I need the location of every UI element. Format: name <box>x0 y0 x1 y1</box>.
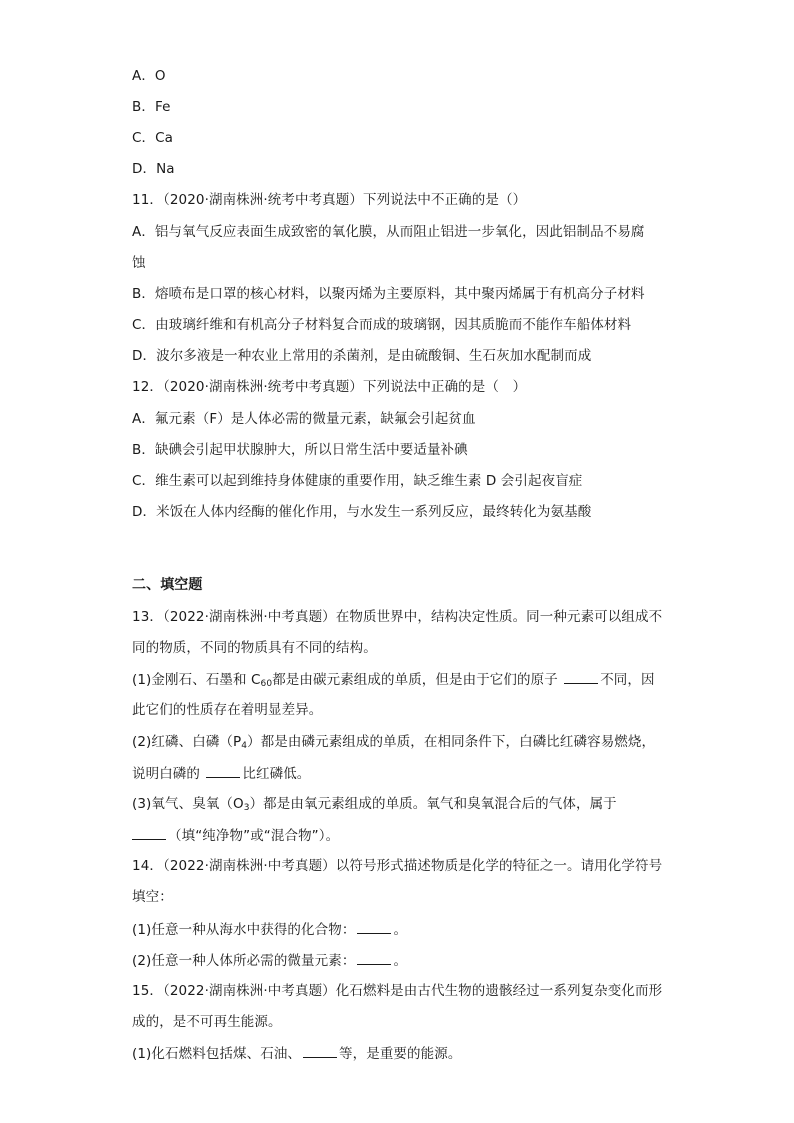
q10-option-b: B．Fe <box>132 99 171 115</box>
q13-part1: (1)金刚石、石墨和 $C_{60}$都是由碳元素组成的单质，但是由于它们的原子 不同，因 <box>132 672 655 689</box>
answer-blank[interactable] <box>132 826 166 840</box>
q11-option-b: B．熔喷布是口罩的核心材料，以聚丙烯为主要原料，其中聚丙烯属于有机高分子材料 <box>132 286 645 302</box>
q12-stem: 12．（2020·湖南株洲·统考中考真题）下列说法中正确的是（ ） <box>132 379 527 395</box>
q14-stem-cont: 填空： <box>132 889 173 905</box>
q13-stem-cont: 同的物质，不同的物质具有不同的结构。 <box>132 640 377 656</box>
q11-option-c: C．由玻璃纤维和有机高分子材料复合而成的玻璃钢，因其质脆而不能作车船体材料 <box>132 317 632 333</box>
q10-option-a: A．O <box>132 68 166 84</box>
answer-blank[interactable] <box>564 670 598 684</box>
q12-option-d: D．米饭在人体内经酶的催化作用，与水发生一系列反应，最终转化为氨基酸 <box>132 504 592 520</box>
answer-blank[interactable] <box>303 1044 337 1058</box>
answer-blank[interactable] <box>206 764 240 778</box>
q14-stem: 14．（2022·湖南株洲·中考真题）以符号形式描述物质是化学的特征之一。请用化学符号 <box>132 858 663 874</box>
q15-stem: 15．（2022·湖南株洲·中考真题）化石燃料是由古代生物的遗骸经过一系列复杂变化而形 <box>132 983 663 999</box>
q15-part1: (1)化石燃料包括煤、石油、 等，是重要的能源。 <box>132 1046 462 1062</box>
q11-stem: 11．（2020·湖南株洲·统考中考真题）下列说法中不正确的是（） <box>132 192 527 208</box>
q15-stem-cont: 成的，是不可再生能源。 <box>132 1014 282 1030</box>
q14-part1: (1)任意一种从海水中获得的化合物： 。 <box>132 922 408 938</box>
q13-stem: 13．（2022·湖南株洲·中考真题）在物质世界中，结构决定性质。同一种元素可以组成不 <box>132 609 663 625</box>
q13-part2-cont: 说明白磷的 比红磷低。 <box>132 766 311 782</box>
q13-part3-cont: （填“纯净物”或“混合物”）。 <box>132 826 339 845</box>
answer-blank[interactable] <box>357 951 391 965</box>
q10-option-d: D．Na <box>132 161 175 177</box>
q12-option-b: B．缺碘会引起甲状腺肿大，所以日常生活中要适量补碘 <box>132 442 468 458</box>
q12-option-c: C．维生素可以起到维持身体健康的重要作用，缺乏维生素 D 会引起夜盲症 <box>132 473 583 489</box>
q11-option-a: A．铝与氧气反应表面生成致密的氧化膜，从而阻止铝进一步氧化，因此铝制品不易腐 <box>132 224 645 240</box>
q11-option-a-cont: 蚀 <box>132 255 146 271</box>
q13-part2: (2)红磷、白磷$(P_4)$都是由磷元素组成的单质，在相同条件下，白磷比红磷容易燃烧， <box>132 734 656 751</box>
section-title: 二、填空题 <box>132 577 203 593</box>
answer-blank[interactable] <box>357 920 391 934</box>
q10-option-c: C．Ca <box>132 130 174 146</box>
q13-part3: (3)氧气、臭氧$(O_3)$都是由氧元素组成的单质。氧气和臭氧混合后的气体，属于 <box>132 796 617 813</box>
q11-option-d: D．波尔多液是一种农业上常用的杀菌剂，是由硫酸铜、生石灰加水配制而成 <box>132 348 592 364</box>
q12-option-a: A．氟元素（F）是人体必需的微量元素，缺氟会引起贫血 <box>132 411 476 427</box>
q14-part2: (2)任意一种人体所必需的微量元素： 。 <box>132 953 408 969</box>
q13-part1-cont: 此它们的性质存在着明显差异。 <box>132 702 323 718</box>
